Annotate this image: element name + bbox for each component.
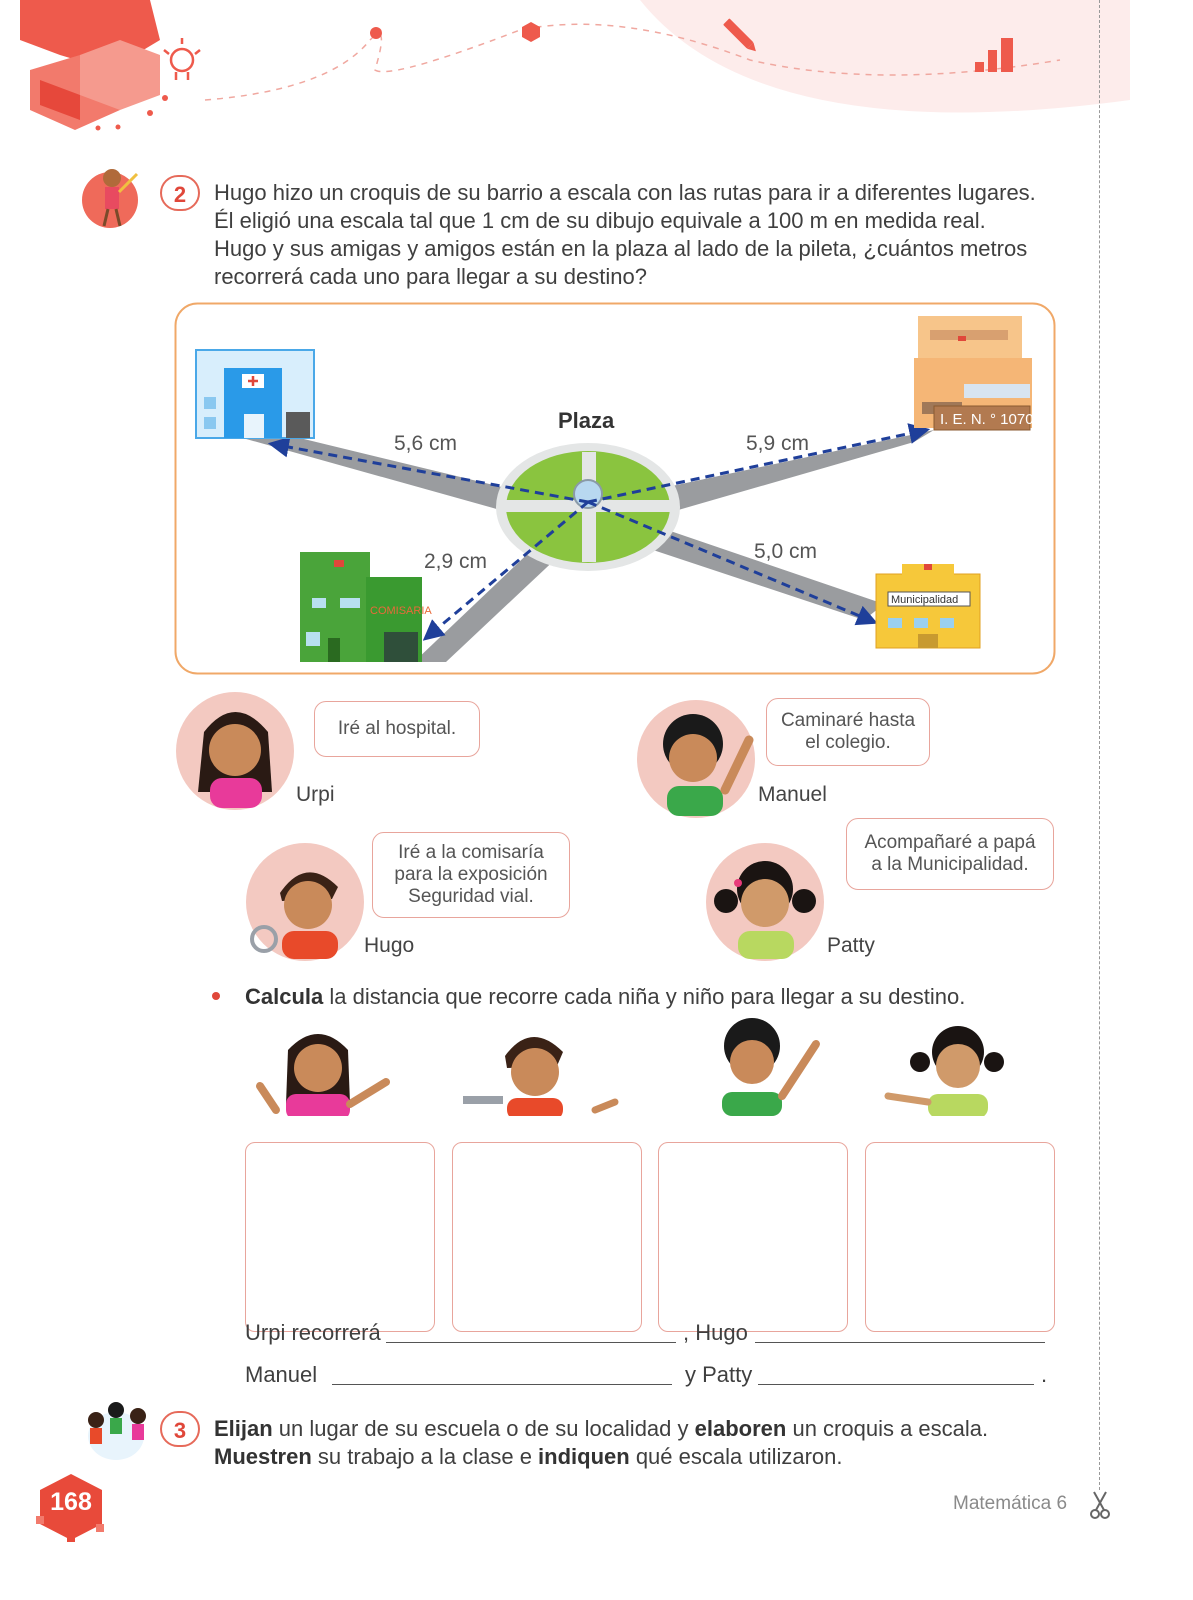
girl-face-icon [176,692,294,810]
hugo-figure [455,1020,645,1116]
answer-box-urpi[interactable] [245,1142,435,1332]
municipalidad-sign: Municipalidad [891,594,959,606]
kid-name-hugo: Hugo [364,934,415,957]
urpi-avatar [176,692,294,810]
school-building [914,316,1034,430]
municipality-building [876,564,980,648]
hugo-avatar [246,843,364,961]
manuel-figure [660,1016,850,1116]
speech-line: Caminaré hasta [780,710,916,731]
header-decoration [0,0,1193,140]
exercise-number-3: 3 [160,1411,200,1447]
speech-line: el colegio. [805,732,891,753]
statement-line: Él eligió una escala tal que 1 cm de su dibujo equivale a 100 m en medida real. [214,208,986,233]
boy-wheelchair-icon [246,843,364,961]
distance-colegio: 5,9 cm [746,432,810,455]
answer-label-patty: y Patty [685,1362,753,1387]
speech-line: Iré al hospital. [337,718,457,739]
speech-bubble-hugo [372,832,570,918]
girl-pencil-icon [82,160,146,232]
bullet-icon [212,992,220,1000]
task-instruction [245,983,965,1011]
girl-ponytails-icon [706,843,824,961]
group-kids-icon [82,1398,150,1464]
lightbulb-icon [164,38,200,80]
urpi-figure [246,1020,436,1116]
ex3-text: qué escala utilizaron. [629,1444,843,1469]
kid-name-manuel: Manuel [758,783,827,806]
speech-line: para la exposición [394,864,548,885]
neighborhood-map [174,302,1056,675]
task-verb: Calcula [245,984,324,1009]
answer-box-hugo[interactable] [452,1142,642,1332]
hospital-building [196,350,314,438]
distance-hospital: 5,6 cm [394,432,458,455]
ex3-verb: indiquen [538,1444,630,1469]
statement-line: recorrerá cada uno para llegar a su destino? [214,264,647,289]
comisaria-sign: COMISARIA [370,605,432,617]
exercise2-statement [214,179,1036,291]
patty-figure [866,1018,1056,1116]
speech-line: Iré a la comisaría [398,842,544,863]
speech-bubble-urpi [314,701,480,757]
answer-box-patty[interactable] [865,1142,1055,1332]
ex3-verb: Elijan [214,1416,273,1441]
plaza [496,443,680,571]
statement-line: Hugo hizo un croquis de su barrio a escala con las rutas para ir a diferentes lugares. [214,180,1036,205]
cube-icon [522,22,540,42]
scissors-icon [1088,1490,1112,1520]
speech-line: Acompañaré a papá [864,832,1036,853]
answer-line-patty[interactable] [758,1384,1034,1385]
answer-box-manuel[interactable] [658,1142,848,1332]
manuel-avatar [637,700,755,818]
distance-municipalidad: 5,0 cm [754,540,818,563]
page-number: 168 [50,1488,92,1516]
statement-line: Hugo y sus amigas y amigos están en la plaza al lado de la pileta, ¿cuántos metros [214,236,1028,261]
exercise3-line2 [214,1443,843,1471]
speech-bubble-manuel [766,698,930,766]
answer-line-hugo[interactable] [755,1342,1045,1343]
kid-name-urpi: Urpi [296,783,335,806]
cubes-decoration [20,0,160,130]
task-text: la distancia que recorre cada niña y niño para llegar a su destino. [323,984,966,1009]
ex3-text: un croquis a escala. [786,1416,989,1441]
exercise3-line1 [214,1415,988,1443]
speech-line: Seguridad vial. [408,886,534,907]
kid-name-patty: Patty [827,934,875,957]
speech-line: a la Municipalidad. [871,854,1029,875]
school-sign: I. E. N. ° 1070 [940,411,1034,428]
answer-label-manuel: Manuel [245,1362,318,1387]
ex3-verb: Muestren [214,1444,312,1469]
answer-label-urpi: Urpi recorrerá [245,1320,381,1345]
answer-line-urpi[interactable] [386,1342,676,1343]
book-title: Matemática 6 [953,1493,1068,1514]
distance-comisaria: 2,9 cm [424,550,488,573]
exercise-number-2: 2 [160,175,200,211]
dot-icon [370,27,382,39]
ex3-text: un lugar de su escuela o de su localidad y [272,1416,695,1441]
answer-end-period: . [1041,1362,1048,1387]
ex3-text: su trabajo a la clase e [311,1444,539,1469]
patty-avatar [706,843,824,961]
plaza-label: Plaza [558,408,615,433]
speech-bubble-patty [846,818,1054,890]
ex3-verb: elaboren [694,1416,787,1441]
answer-label-hugo: , Hugo [683,1320,748,1345]
cut-line [1099,0,1100,1490]
boy-face-icon [637,700,755,818]
answer-line-manuel[interactable] [332,1384,672,1385]
